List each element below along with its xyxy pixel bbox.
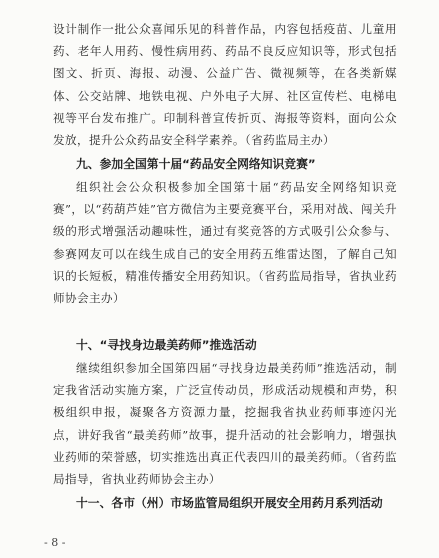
paragraph-section-10: 继续组织参加全国第四届“寻找身边最美药师”推选活动，制定我省活动实施方案，广泛宣传动员，形成活动规模和声势，积极组织申报，凝聚各方资源力量，挖掘我省执业药师事迹闪光点，讲好我省“最美药师”故事，提升活动的社会影响力，增强执业药师的荣誉感，切实推选出真正代表四川的最美药师。（省药监局指导，省执业药师协会主办） (53, 361, 397, 487)
section-heading-10: 十、“寻找身边最美药师”推选活动 (76, 338, 257, 352)
paragraph-section-9: 组织社会公众积极参加全国第十届“药品安全网络知识竞赛”，以“药葫芦娃”官方微信为主要竞赛平台，采用对战、闯关升级的形式增强活动趣味性，通过有奖竞答的方式吸引公众参与、参赛网友可以在线生成自己的安全用药五维雷达图，了解自己知识的长短板，精准传播安全用药知识。（省药监局指导，省执业药师协会主办） (53, 180, 397, 306)
paragraph-science-materials: 设计制作一批公众喜闻乐见的科普作品，内容包括疫苗、儿童用药、老年人用药、慢性病用药、药品不良反应知识等，形式包括图文、折页、海报、动漫、公益广告、微视频等，在各类新媒体、公交站牌、地铁电视、户外电子大屏、社区宣传栏、电梯电视等平台发布推广。印制科普宣传折页、海报等资料，面向公众发放，提升公众药品安全科学素养。（省药监局主办） (53, 22, 397, 148)
page-number: - 8 - (44, 536, 66, 549)
section-heading-11: 十一、各市（州）市场监管局组织开展安全用药月系列活动 (76, 496, 383, 510)
section-heading-9: 九、参加全国第十届“药品安全网络知识竞赛” (76, 157, 316, 171)
